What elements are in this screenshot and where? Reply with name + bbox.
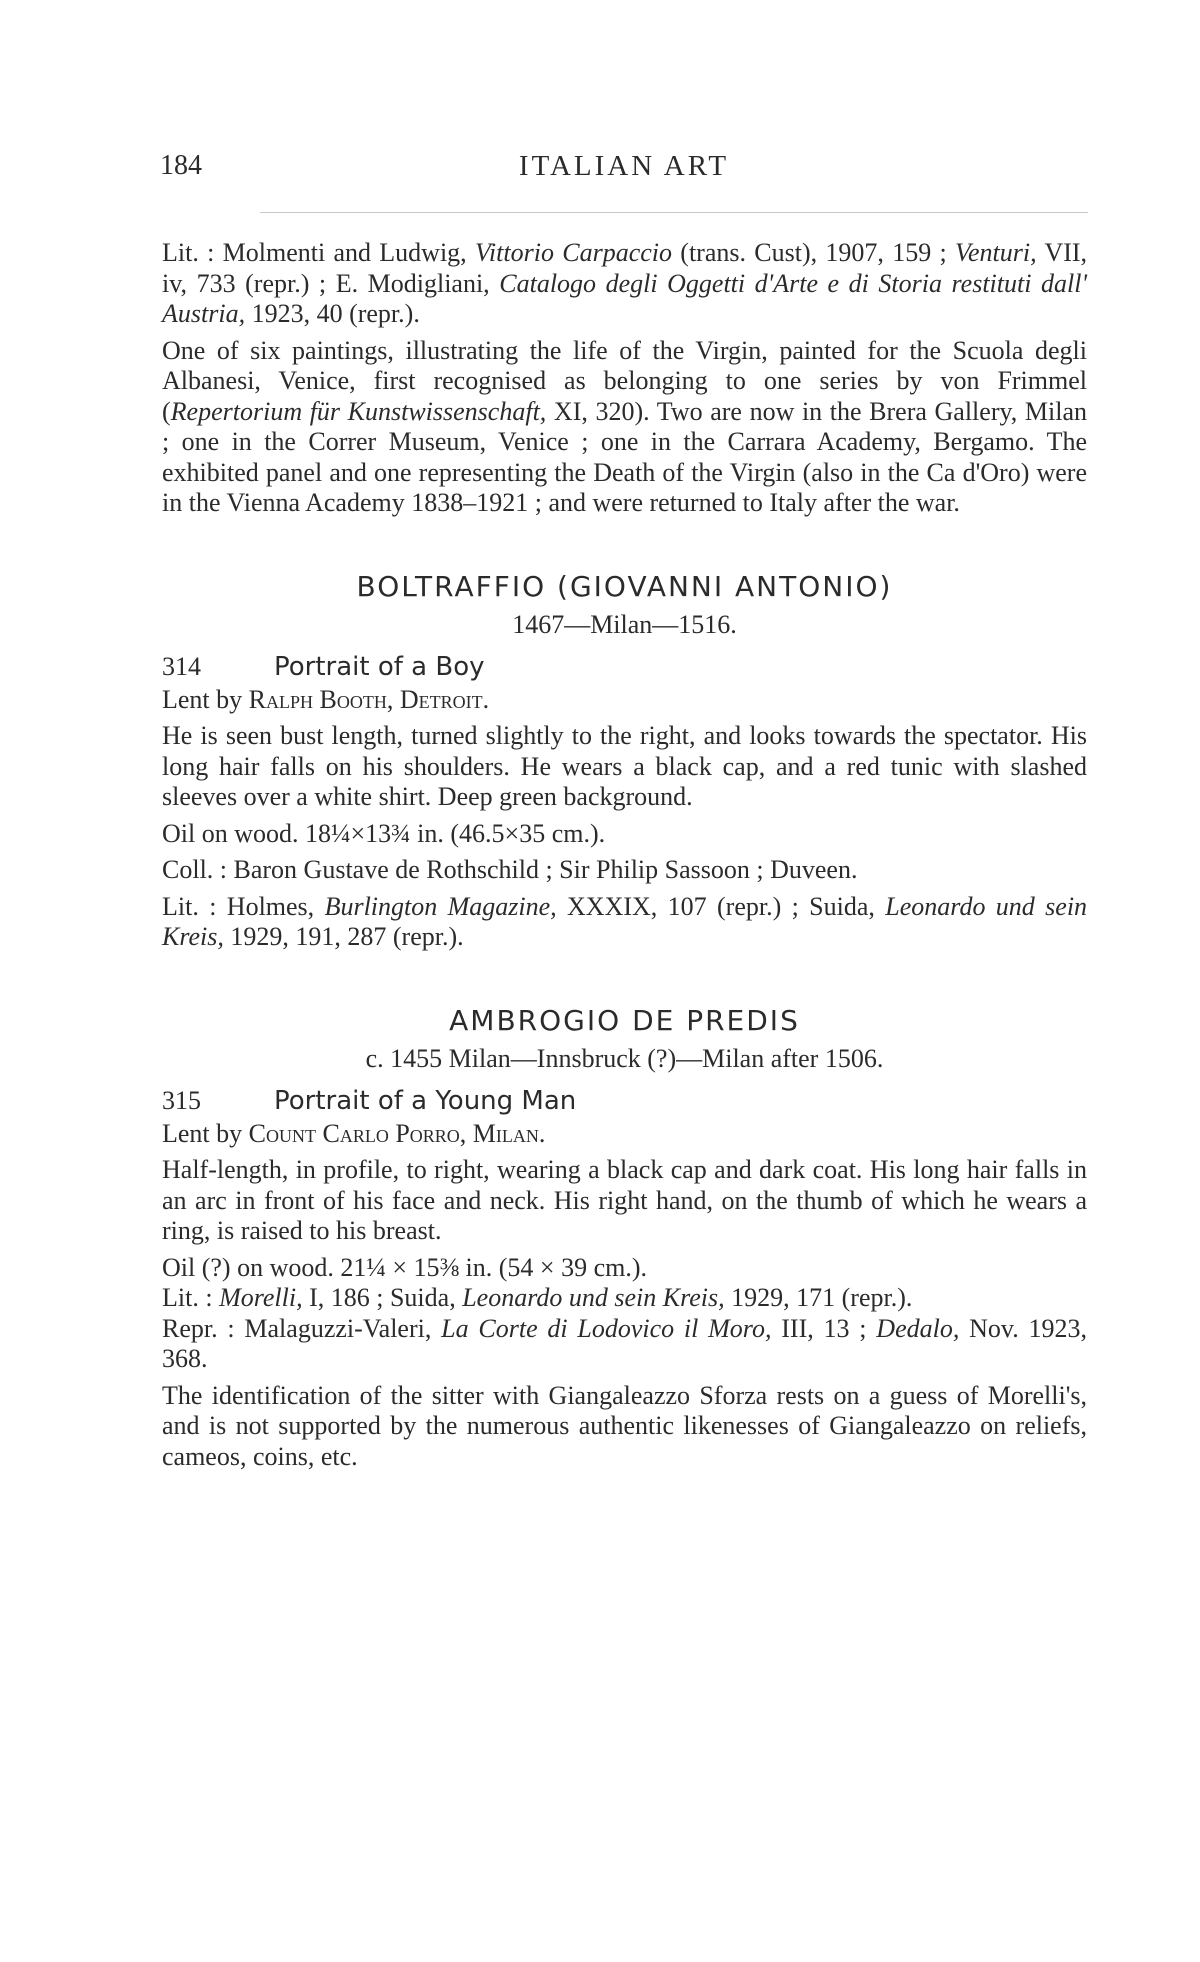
note-journal: Repertorium für Kunstwissenschaft, [170,396,547,426]
repr-text: III, 13 ; [781,1313,867,1343]
lit-title: Leonardo und sein Kreis, [462,1283,725,1312]
artist-heading: BOLTRAFFIO (GIOVANNI ANTONIO) [356,569,893,603]
entry-description: He is seen bust length, turned slightly to the right, and looks towards the spectator. His long hair falls on his shoulders. He wears a black cap, and a red tunic with slashed sleeves over a white shirt. Deep green background. [162,721,1087,811]
lit-text: VII, iv, 733 (repr.) ; E. Modigliani, [162,238,1088,298]
lender-name: Count Carlo Porro, Milan. [248,1118,546,1148]
lit-label: Lit. : [162,891,217,921]
entry-reproductions [162,1314,1087,1375]
prev-entry-note [162,336,1087,519]
entry-title: Portrait of a Boy [274,651,485,682]
page-number: 184 [160,150,202,181]
lit-text: 1929, 191, 287 (repr.). [230,922,464,951]
artist-heading: AMBROGIO DE PREDIS [449,1003,800,1037]
lit-label: Lit. : [162,1283,213,1312]
prev-entry-literature [162,238,1087,330]
repr-label: Repr. : [162,1313,235,1343]
lit-title: Leonardo und sein Kreis, [162,891,1088,951]
note-text: One of six paintings, illustrating the life of the Virgin, painted for the Scuola degli Albanesi, Venice, first recognised as belonging to one series by von Frimmel ( [162,335,1087,426]
lit-label: Lit. : [162,238,215,267]
entry-literature [162,892,1087,953]
entry-heading [162,1083,1087,1119]
repr-text: Malaguzzi-Valeri, [244,1313,432,1343]
lent-prefix: Lent by [162,1118,243,1148]
repr-text: Nov. 1923, 368. [162,1313,1087,1373]
lit-title: Catalogo degli Oggetti d'Arte e di Storia restituti dall' Austria, [162,268,1088,328]
entry-medium: Oil (?) on wood. 21¼ × 15⅜ in. (54 × 39 cm.). [162,1252,647,1282]
artist-dates: c. 1455 Milan—Innsbruck (?)—Milan after 1506. [365,1043,884,1073]
page-content [162,238,1087,1472]
entry-title: Portrait of a Young Man [274,1085,577,1116]
artist-dates: 1467—Milan—1516. [512,609,737,639]
note-text: XI, 320). Two are now in the Brera Gallery, Milan ; one in the Correr Museum, Venice ; one in the Carrara Academy, Bergamo. The exhibited panel and one representing the Death of the Virgin (also in the Ca d'Oro) were in the Vienna Academy 1838–1921 ; and were returned to Italy after the war. [162,396,1088,517]
running-title: ITALIAN ART [518,150,730,182]
lit-text: XXXIX, 107 (repr.) ; Suida, [567,891,875,921]
running-head [160,150,1088,190]
entry-literature [162,1283,1087,1314]
repr-title: La Corte di Lodovico il Moro, [441,1313,772,1343]
header-rule [260,212,1088,213]
lender-name: Ralph Booth, Detroit. [248,684,490,714]
lit-title: Vittorio Carpaccio [474,238,672,267]
lit-title: Burlington Magazine, [324,891,557,921]
repr-journal: Dedalo, [876,1313,960,1343]
lender-line [162,685,1087,716]
lit-text: Holmes, [226,891,315,921]
lender-line [162,1119,1087,1150]
lit-text: 1923, 40 (repr.). [251,299,420,328]
lit-text: Molmenti and Ludwig, [222,238,467,267]
lent-prefix: Lent by [162,684,243,714]
entry-note: The identification of the sitter with Giangaleazzo Sforza rests on a guess of Morelli's, and is not supported by the numerous authentic likenesses of Giangaleazzo on reliefs, cameos, coins, etc. [162,1380,1087,1471]
entry-number: 314 [162,651,201,681]
entry-number: 315 [162,1085,201,1115]
lit-text: I, 186 ; Suida, [309,1283,456,1312]
lit-text: (trans. Cust), 1907, 159 ; [680,238,947,267]
entry-heading [162,649,1087,685]
lit-author: Morelli, [219,1283,303,1312]
lit-text: 1929, 171 (repr.). [731,1283,913,1312]
entry-collection: Coll. : Baron Gustave de Rothschild ; Sir Philip Sassoon ; Duveen. [162,855,858,884]
entry-medium: Oil on wood. 18¼×13¾ in. (46.5×35 cm.). [162,818,606,848]
lit-author: Venturi, [955,238,1037,267]
entry-description: Half-length, in profile, to right, wearing a black cap and dark coat. His long hair falls in an arc in front of his face and neck. His right hand, on the thumb of which he wears a ring, is raised to his breast. [162,1155,1087,1245]
